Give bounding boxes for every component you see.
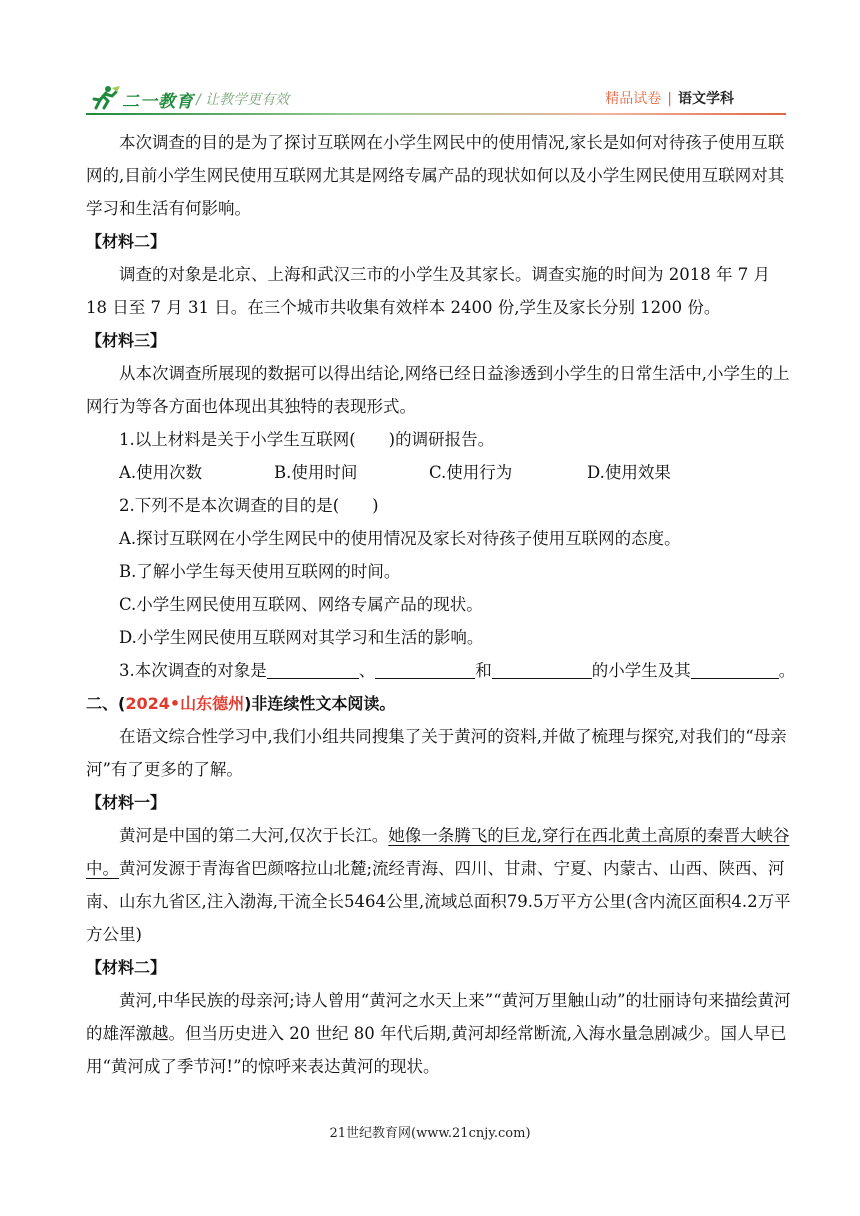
paragraph-survey-subjects: 调查的对象是北京、上海和武汉三市的小学生及其家长。调查实施的时间为 2018 年 7 月 18 日至 7 月 31 日。在三个城市共收集有效样本 2400 份,学生及家长分别 1200 份。 — [86, 265, 770, 317]
section-2-prefix: 二、( — [86, 694, 126, 713]
brand-name: 二一教育 — [122, 92, 194, 112]
question-3 — [86, 654, 796, 687]
paragraph-yellow-river-intro: 在语文综合性学习中,我们小组共同搜集了关于黄河的资料,并做了梳理与探究,对我们的“母亲河”有了更多的了解。 — [86, 727, 787, 779]
header-right — [605, 88, 734, 108]
heading-material-2: 【材料二】 — [86, 232, 167, 251]
facts-text-b: 黄河发源于青海省巴颜喀拉山北麓;流经青海、四川、甘肃、宁夏、内蒙古、山西、陕西、河南、山东九省区,注入渤海,干流全长5464公里,流域总面积79.5万平方公里(含内流区面积4.2万平方公里) — [86, 859, 791, 944]
paragraph-survey-conclusion: 从本次调查所展现的数据可以得出结论,网络已经日益渗透到小学生的日常生活中,小学生的上网行为等各方面也体现出其独特的表现形式。 — [86, 364, 790, 416]
question-2: 2.下列不是本次调查的目的是( ) — [119, 496, 379, 515]
brand-slogan: / 让教学更有效 — [196, 92, 290, 108]
header-tag-quality: 精品试卷 — [605, 91, 662, 107]
option-c: C.使用行为 — [429, 463, 513, 482]
option-a: A.使用次数 — [119, 463, 203, 482]
question-2-option-d: D.小学生网民使用互联网对其学习和生活的影响。 — [119, 628, 484, 647]
answer-blank-4[interactable] — [691, 658, 779, 679]
header-separator: | — [667, 91, 672, 107]
option-b: B.使用时间 — [274, 463, 358, 482]
header-divider — [86, 113, 786, 115]
heading-material-3: 【材料三】 — [86, 331, 167, 350]
paragraph-yellow-river-facts — [86, 819, 796, 951]
section-2-source: 2024•山东德州 — [125, 694, 245, 713]
section-2-heading — [86, 687, 796, 720]
question-2-option-a: A.探讨互联网在小学生网民中的使用情况及家长对待孩子使用互联网的态度。 — [119, 529, 681, 548]
question-3-text-d: 的小学生及其 — [591, 661, 691, 680]
runner-logo-icon — [86, 84, 122, 112]
section-2-suffix: )非连续性文本阅读。 — [244, 694, 396, 713]
question-2-option-b: B.了解小学生每天使用互联网的时间。 — [119, 562, 401, 581]
answer-blank-2[interactable] — [375, 658, 475, 679]
header-tag-subject: 语文学科 — [678, 91, 734, 107]
facts-underlined-sentence: 她像一条腾飞的巨龙,穿行在西北黄土高原的秦晋大峡谷中。 — [86, 826, 790, 878]
answer-blank-3[interactable] — [492, 658, 592, 679]
facts-text-a: 黄河是中国的第二大河,仅次于长江。 — [119, 826, 389, 845]
question-2-option-c: C.小学生网民使用互联网、网络专属产品的现状。 — [119, 595, 483, 614]
heading-material-2b: 【材料二】 — [86, 958, 167, 977]
question-3-text-a: 3.本次调查的对象是 — [119, 661, 267, 680]
question-3-text-c: 和 — [475, 661, 492, 680]
document-body — [86, 126, 796, 1083]
paragraph-yellow-river-history: 黄河,中华民族的母亲河;诗人曾用“黄河之水天上来”“黄河万里触山动”的壮丽诗句来描绘黄河的雄浑激越。但当历史进入 20 世纪 80 年代后期,黄河却经常断流,入海水量急剧减少。国人早已用“黄河成了季节河!”的惊呼来表达黄河的现状。 — [86, 991, 791, 1076]
question-1-options — [86, 456, 796, 489]
paragraph-survey-purpose: 本次调查的目的是为了探讨互联网在小学生网民中的使用情况,家长是如何对待孩子使用互联网的,目前小学生网民使用互联网尤其是网络专属产品的现状如何以及小学生网民使用互联网对其学习和生活有何影响。 — [86, 133, 785, 218]
heading-material-1: 【材料一】 — [86, 793, 167, 812]
question-1: 1.以上材料是关于小学生互联网( )的调研报告。 — [119, 430, 495, 449]
option-d: D.使用效果 — [587, 463, 671, 482]
question-3-text-e: 。 — [778, 661, 796, 680]
question-3-text-b: 、 — [358, 661, 376, 680]
page-footer: 21世纪教育网(www.21cnjy.com) — [329, 1126, 531, 1141]
answer-blank-1[interactable] — [267, 658, 359, 679]
